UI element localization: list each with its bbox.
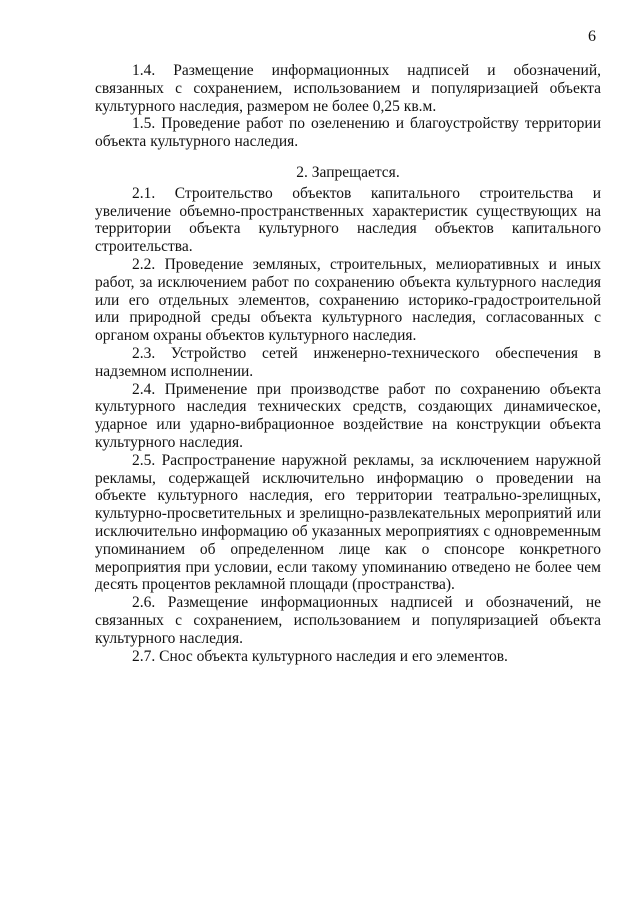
- paragraph-1-4: [95, 62, 601, 115]
- item-number: 2.1.: [132, 184, 156, 202]
- item-number: 2.5.: [132, 451, 156, 469]
- item-text: Устройство сетей инженерно-технического обеспечения в надземном исполнении.: [95, 344, 601, 380]
- paragraph-2-2: [95, 256, 601, 345]
- item-text: Размещение информационных надписей и обозначений, не связанных с сохранением, использованием и популяризацией объекта культурного наследия.: [95, 594, 602, 647]
- document-body: [95, 62, 601, 665]
- item-text: Распространение наружной рекламы, за исключением наружной рекламы, содержащей исключительно информацию о проведении на объекте культурного наследия, его территории театрально-зрелищных, культурно-просветительных и зрелищно-развлекательных мероприятий или исключительно информацию об указанных мероприятиях с одновременным упоминанием об определенном лице как о спонсоре конкретного мероприятия при условии, если такому упоминанию отведено не более чем десять процентов рекламной площади (пространства).: [95, 451, 601, 594]
- paragraph-2-5: [95, 452, 601, 594]
- item-text: Проведение земляных, строительных, мелиоративных и иных работ, за исключением работ по сохранению объекта культурного наследия или его отдельных элементов, сохранению историко-градостроительной или природной среды объекта культурного наследия, согласованных с органом охраны объектов культурного наследия.: [95, 255, 601, 345]
- item-number: 2.2.: [132, 255, 156, 273]
- item-text: Строительство объектов капитального строительства и увеличение объемно-пространственных характеристик существующих на территории объекта культурного наследия объектов капитального строительства.: [95, 184, 601, 256]
- paragraph-2-1: [95, 185, 601, 256]
- item-number: 1.5.: [132, 115, 156, 133]
- item-text: Снос объекта культурного наследия и его элементов.: [159, 647, 508, 665]
- item-text: Проведение работ по озеленению и благоустройству территории объекта культурного наследия.: [95, 115, 601, 151]
- item-number: 2.6.: [132, 594, 156, 612]
- item-text: Применение при производстве работ по сохранению объекта культурного наследия технических средств, создающих динамическое, ударное или ударно-вибрационное воздействие на конструкции объекта культурного наследия.: [95, 380, 602, 451]
- paragraph-2-3: [95, 345, 601, 381]
- item-number: 1.4.: [132, 62, 156, 79]
- paragraph-1-5: [95, 115, 601, 151]
- page-number: 6: [588, 28, 596, 45]
- item-number: 2.4.: [132, 380, 156, 398]
- item-number: 2.7.: [132, 647, 156, 665]
- item-number: 2.3.: [132, 344, 156, 362]
- paragraph-2-4: [95, 381, 601, 452]
- paragraph-2-6: [95, 594, 601, 647]
- paragraph-2-7: [95, 648, 601, 666]
- section-heading: 2. Запрещается.: [296, 163, 400, 181]
- item-text: Размещение информационных надписей и обозначений, связанных с сохранением, использованием и популяризацией объекта культурного наследия, размером не более 0,25 кв.м.: [95, 62, 602, 115]
